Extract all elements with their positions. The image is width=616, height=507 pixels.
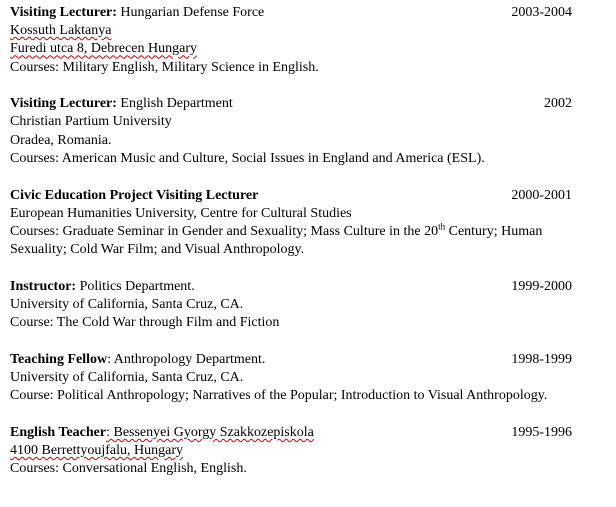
entry-line: European Humanities University, Centre for Cultural Studies [10, 205, 352, 221]
courses-text-b: Century; Human Sexuality; Cold War Film; and Visual Anthropology. [10, 223, 543, 258]
entry-title: Civic Education Project Visiting Lecturer [10, 187, 259, 203]
entry-organization: Hungarian Defense Force [120, 5, 265, 20]
entry-line: University of California, Santa Cruz, CA. [10, 370, 244, 386]
entry-line: Course: Political Anthropology; Narratives of the Popular; Introduction to Visual Anthropology. [10, 388, 548, 404]
entry-organization: Politics Department. [79, 278, 195, 294]
entry-line: University of California, Santa Cruz, CA. [10, 296, 244, 312]
spellcheck-text: 4100 Berrettyoujfalu, Hungary [10, 443, 184, 459]
entry-title: Visiting Lecturer: [10, 5, 117, 20]
entry-years: 2000-2001 [511, 187, 572, 203]
entry-years: 2003-2004 [511, 5, 572, 20]
entry-header [10, 4, 572, 22]
experience-entry [10, 351, 572, 406]
experience-entry [10, 278, 572, 333]
experience-entry [10, 187, 572, 260]
entry-years: 1995-1996 [511, 424, 572, 440]
entry-organization: English Department [120, 96, 233, 112]
entry-header [10, 424, 572, 442]
entry-line: Courses: Military English, Military Science in English. [10, 59, 319, 75]
courses-text-a: Courses: Graduate Seminar in Gender and Sexuality; Mass Culture in the 20 [10, 223, 439, 239]
entry-title: Instructor: [10, 278, 77, 294]
entry-organization: : Anthropology Department. [107, 351, 266, 367]
entry-line [10, 442, 572, 460]
spellcheck-text: Kossuth Laktanya [10, 23, 112, 39]
experience-entry [10, 95, 572, 168]
entry-years: 1999-2000 [511, 278, 572, 294]
entry-title: English Teacher [10, 424, 107, 440]
entry-line [10, 40, 572, 58]
entry-courses [10, 223, 572, 259]
entry-header [10, 187, 572, 205]
entry-title: Visiting Lecturer: [10, 96, 117, 112]
entry-line: Oradea, Romania. [10, 132, 112, 148]
entry-header [10, 278, 572, 296]
entry-line: Courses: American Music and Culture, Social Issues in England and America (ESL). [10, 150, 485, 166]
entry-line: Courses: Conversational English, English. [10, 461, 247, 477]
experience-entry [10, 424, 572, 479]
spellcheck-text: Furedi utca 8, Debrecen Hungary [10, 41, 197, 57]
entry-organization: : Bessenyei Gyorgy Szakkozepiskola [106, 424, 314, 440]
entry-header [10, 351, 572, 369]
experience-entry [10, 4, 572, 77]
entry-years: 2002 [544, 96, 572, 112]
entry-line: Christian Partium University [10, 114, 172, 130]
entry-header [10, 95, 572, 113]
entry-line [10, 22, 572, 40]
entry-title: Teaching Fellow [10, 351, 108, 367]
superscript-th: th [438, 221, 446, 232]
entry-line: Course: The Cold War through Film and Fiction [10, 315, 280, 331]
entry-years: 1998-1999 [511, 351, 572, 367]
